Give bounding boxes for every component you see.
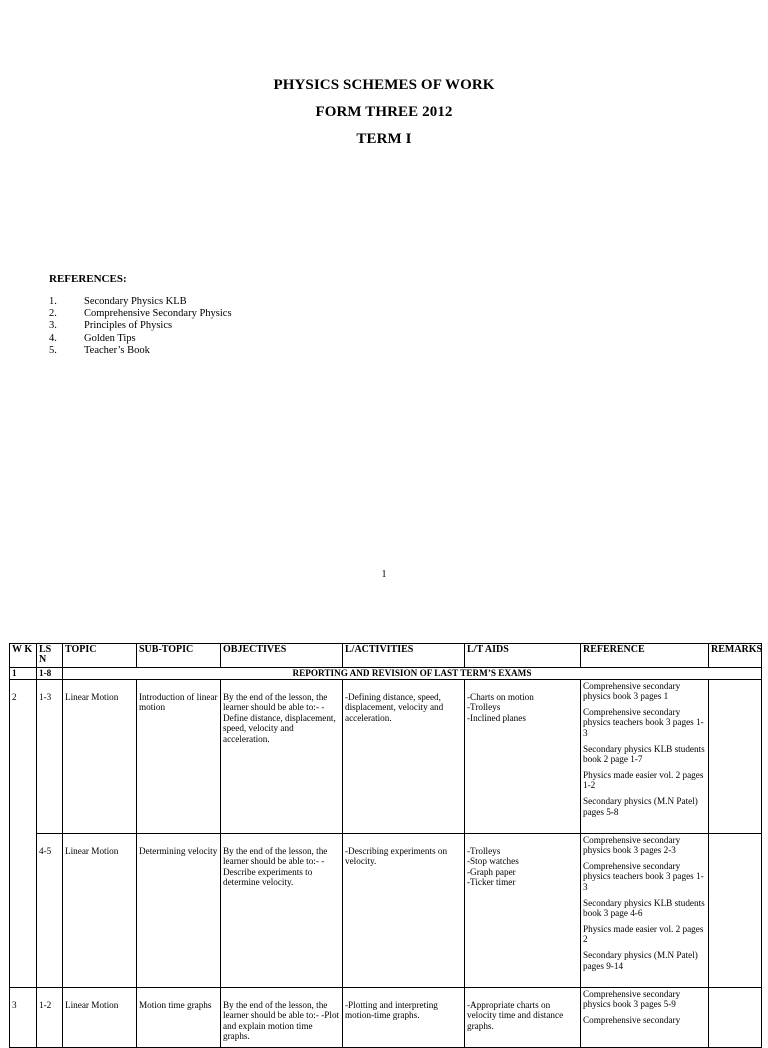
remarks-cell — [709, 833, 762, 987]
header-reference: REFERENCE — [581, 644, 709, 668]
subtopic-cell: Introduction of linear motion — [137, 679, 221, 833]
aids-cell — [465, 987, 581, 1047]
aid-item: -Trolleys — [467, 845, 501, 856]
reference-entry: Secondary physics KLB students book 3 page 4-6 — [583, 897, 705, 919]
subtopic-cell: Determining velocity — [137, 833, 221, 987]
aid-item: -Ticker timer — [467, 877, 516, 888]
header-topic: TOPIC — [63, 644, 137, 668]
reference-item — [49, 320, 232, 332]
reference-entry: Comprehensive secondary physics book 3 pages 2-3 — [583, 834, 681, 856]
reference-entry: Secondary physics (M.N Patel) pages 9-14 — [583, 949, 698, 971]
reference-text: Principles of Physics — [84, 320, 173, 332]
references-list — [49, 296, 232, 357]
reference-cell — [581, 987, 709, 1047]
topic-cell: Linear Motion — [63, 833, 137, 987]
document-subtitle-term: TERM I — [356, 131, 412, 147]
topic-cell: Linear Motion — [63, 679, 137, 833]
aid-item: -Trolleys — [467, 702, 501, 713]
table-header-row — [10, 644, 762, 668]
objectives-cell: By the end of the lesson, the learner should be able to:- -Define distance, displacement, speed, velocity and acceleration. — [221, 679, 343, 833]
reference-entry: Physics made easier vol. 2 pages 2 — [583, 923, 704, 945]
aid-item: -Charts on motion — [467, 691, 534, 702]
header-aids: L/T AIDS — [465, 644, 581, 668]
aid-item: -Inclined planes — [467, 712, 526, 723]
aid-item: -Stop watches — [467, 856, 519, 867]
header-subtopic: SUB-TOPIC — [137, 644, 221, 668]
reference-number: 1. — [49, 296, 57, 307]
subtopic-cell: Motion time graphs — [137, 987, 221, 1047]
reference-entry: Comprehensive secondary physics book 3 pages 1 — [583, 680, 681, 702]
reference-text: Comprehensive Secondary Physics — [84, 308, 232, 320]
objectives-cell: By the end of the lesson, the learner should be able to:- -Plot and explain motion time graphs. — [221, 987, 343, 1047]
week-cell: 2 — [10, 679, 37, 987]
reference-item — [49, 296, 232, 308]
week-cell: 1 — [10, 668, 37, 680]
reference-cell — [581, 833, 709, 987]
reference-entry: Comprehensive secondary physics teachers book 3 pages 1-3 — [583, 860, 704, 892]
table-row-week1 — [10, 668, 762, 680]
header-activities: L/ACTIVITIES — [343, 644, 465, 668]
reference-entry: Physics made easier vol. 2 pages 1-2 — [583, 769, 704, 791]
reference-number: 3. — [49, 320, 57, 332]
aids-cell — [465, 833, 581, 987]
header-lesson: LS N — [37, 644, 63, 668]
scheme-of-work-table — [9, 643, 762, 1048]
aid-item: -Graph paper — [467, 866, 516, 877]
remarks-cell — [709, 679, 762, 833]
reference-text: Secondary Physics KLB — [84, 296, 187, 307]
reference-item — [49, 345, 232, 357]
reference-entry: Comprehensive secondary — [583, 1014, 681, 1025]
reference-item — [49, 308, 232, 320]
document-title: PHYSICS SCHEMES OF WORK — [273, 77, 495, 93]
lesson-cell: 1-2 — [37, 987, 63, 1047]
page-number: 1 — [381, 569, 387, 580]
topic-cell: Linear Motion — [63, 987, 137, 1047]
reference-item — [49, 333, 232, 345]
table-row — [10, 987, 762, 1047]
reference-entry: Comprehensive secondary physics book 3 pages 5-9 — [583, 988, 681, 1010]
reference-text: Teacher’s Book — [84, 344, 150, 356]
activities-cell: -Defining distance, speed, displacement, velocity and acceleration. — [343, 679, 465, 833]
aids-cell — [465, 679, 581, 833]
lesson-cell: 1-8 — [37, 668, 63, 680]
table-row — [10, 679, 762, 833]
reference-cell — [581, 679, 709, 833]
reference-entry: Secondary physics (M.N Patel) pages 5-8 — [583, 795, 698, 817]
reference-text: Golden Tips — [84, 332, 136, 344]
reference-entry: Secondary physics KLB students book 2 page 1-7 — [583, 743, 705, 765]
document-subtitle-form: FORM THREE 2012 — [315, 104, 453, 120]
reference-number: 5. — [49, 344, 57, 356]
objectives-cell: By the end of the lesson, the learner should be able to:- -Describe experiments to determine velocity. — [221, 833, 343, 987]
reference-number: 4. — [49, 332, 57, 344]
header-objectives: OBJECTIVES — [221, 644, 343, 668]
aid-item: -Appropriate charts on velocity time and distance graphs. — [467, 999, 564, 1031]
lesson-cell: 4-5 — [37, 833, 63, 987]
references-heading: REFERENCES: — [49, 273, 127, 285]
header-week: W K — [10, 644, 37, 668]
reference-number: 2. — [49, 308, 57, 320]
reference-entry: Comprehensive secondary physics teachers book 3 pages 1-3 — [583, 706, 704, 738]
week-cell: 3 — [10, 987, 37, 1047]
reporting-revision-cell: REPORTING AND REVISION OF LAST TERM’S EXAMS — [63, 668, 762, 680]
activities-cell: -Describing experiments on velocity. — [343, 833, 465, 987]
table-row — [10, 833, 762, 987]
lesson-cell: 1-3 — [37, 679, 63, 833]
remarks-cell — [709, 987, 762, 1047]
activities-cell: -Plotting and interpreting motion-time graphs. — [343, 987, 465, 1047]
header-remarks: REMARKS — [709, 644, 762, 668]
